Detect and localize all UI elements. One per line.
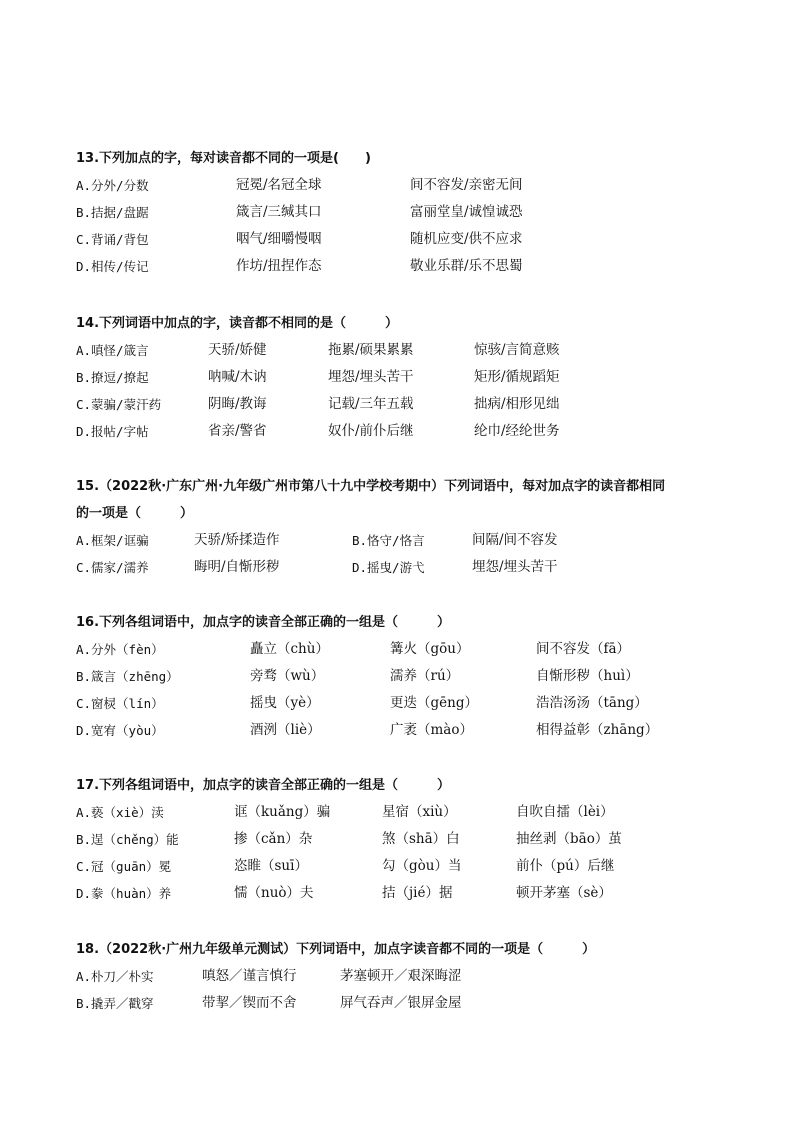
option-row <box>76 990 734 1017</box>
option-cell: 前仆（pú）后继 <box>516 858 615 874</box>
option-row <box>76 253 734 280</box>
option-cell: 旁骛（wù） <box>250 668 325 684</box>
option-row <box>76 172 734 199</box>
option-cell: 间隔/间不容发 <box>472 532 558 548</box>
question-title: 17.下列各组词语中，加点字的读音全部正确的一组是（ ） <box>76 778 451 793</box>
option-cell: 纶巾/经纶世务 <box>474 423 560 439</box>
option-cell: 更迭（gēng） <box>390 695 478 711</box>
question-15 <box>76 473 734 581</box>
option-row <box>76 690 734 717</box>
option-d: D.宽宥（yòu） <box>76 723 164 738</box>
option-a: A.嗔怪/箴言 <box>76 343 149 358</box>
option-row <box>76 880 734 907</box>
option-c: C.儒家/濡养 <box>76 560 149 575</box>
option-cell: 摇曳（yè） <box>250 695 320 711</box>
option-cell: 记载/三年五载 <box>328 396 414 412</box>
option-b: B.撬弄／戳穿 <box>76 996 154 1011</box>
option-row <box>76 963 734 990</box>
option-row <box>76 663 734 690</box>
option-d: D.报帖/字帖 <box>76 424 149 439</box>
option-cell: 茅塞顿开／艰深晦涩 <box>340 968 462 984</box>
option-cell: 富丽堂皇/诚惶诚恐 <box>410 204 523 220</box>
question-title: 16.下列各组词语中，加点字的读音全部正确的一组是（ ） <box>76 615 451 630</box>
option-row <box>76 199 734 226</box>
option-a: A.分外/分数 <box>76 178 149 193</box>
option-cell: 抽丝剥（bāo）茧 <box>516 831 622 847</box>
option-b: B.恪守/恪言 <box>352 533 425 548</box>
option-b: B.逞（chěng）能 <box>76 832 179 847</box>
option-cell: 敬业乐群/乐不思蜀 <box>410 258 523 274</box>
option-cell: 篝火（gōu） <box>390 641 470 657</box>
option-row <box>76 337 734 364</box>
option-cell: 奴仆/前仆后继 <box>328 423 414 439</box>
option-cell: 埋怨/埋头苦干 <box>328 369 414 385</box>
question-title: 14.下列词语中加点的字，读音都不相同的是（ ） <box>76 316 399 331</box>
option-cell: 诓（kuǎng）骗 <box>234 804 331 820</box>
option-cell: 矗立（chù） <box>250 641 329 657</box>
option-cell: 咽气/细嚼慢咽 <box>236 231 322 247</box>
option-row <box>76 226 734 253</box>
option-cell: 嗔怒／谨言慎行 <box>202 968 297 984</box>
option-cell: 相得益彰（zhāng） <box>536 722 659 738</box>
option-cell: 掺（cǎn）杂 <box>234 831 313 847</box>
option-cell: 浩浩汤汤（tāng） <box>536 695 648 711</box>
option-cell: 自惭形秽（huì） <box>536 668 639 684</box>
option-row <box>76 853 734 880</box>
question-title: 18.（2022秋·广州九年级单元测试）下列词语中，加点字读音都不同的一项是（ ） <box>76 942 596 957</box>
option-a: A.框架/诓骗 <box>76 533 149 548</box>
option-a: A.分外（fèn） <box>76 642 164 657</box>
option-b: B.拮据/盘踞 <box>76 205 149 220</box>
option-cell: 间不容发（fā） <box>536 641 631 657</box>
option-row <box>76 527 734 554</box>
question-title-continued: 的一项是（ ） <box>76 506 194 521</box>
question-17 <box>76 772 734 907</box>
option-a: A.亵（xiè）渎 <box>76 805 164 820</box>
option-cell: 拙病/相形见绌 <box>474 396 560 412</box>
option-c: C.冠（guān）冕 <box>76 859 172 874</box>
question-14 <box>76 310 734 445</box>
option-d: D.相传/传记 <box>76 259 149 274</box>
option-cell: 省亲/警省 <box>208 423 267 439</box>
option-cell: 呐喊/木讷 <box>208 369 267 385</box>
option-cell: 矩形/循规蹈矩 <box>474 369 560 385</box>
option-cell: 埋怨/埋头苦干 <box>472 559 558 575</box>
option-d: D.豢（huàn）养 <box>76 886 172 901</box>
option-cell: 作坊/扭捏作态 <box>236 258 322 274</box>
option-c: C.背诵/背包 <box>76 232 149 247</box>
option-row <box>76 418 734 445</box>
option-cell: 箴言/三缄其口 <box>236 204 322 220</box>
question-18 <box>76 936 734 1017</box>
option-cell: 晦明/自惭形秽 <box>194 559 280 575</box>
option-row <box>76 826 734 853</box>
option-cell: 顿开茅塞（sè） <box>516 885 612 901</box>
option-cell: 酒洌（liè） <box>250 722 321 738</box>
option-cell: 天骄/娇健 <box>208 342 267 358</box>
option-cell: 拮（jié）据 <box>382 885 453 901</box>
option-row <box>76 799 734 826</box>
option-b: B.箴言（zhēng） <box>76 669 179 684</box>
option-cell: 间不容发/亲密无间 <box>410 177 523 193</box>
option-row <box>76 717 734 744</box>
option-cell: 懦（nuò）夫 <box>234 885 314 901</box>
option-cell: 随机应变/供不应求 <box>410 231 523 247</box>
option-d: D.摇曳/游弋 <box>352 560 425 575</box>
option-cell: 屏气吞声／银屏金屋 <box>340 995 462 1011</box>
question-13 <box>76 145 734 280</box>
option-cell: 星宿（xiù） <box>382 804 457 820</box>
option-cell: 惊骇/言简意赅 <box>474 342 560 358</box>
option-cell: 阴晦/教诲 <box>208 396 267 412</box>
option-a: A.朴刀／朴实 <box>76 969 154 984</box>
option-c: C.窗棂（lín） <box>76 696 164 711</box>
option-cell: 拖累/硕果累累 <box>328 342 414 358</box>
option-cell: 冠冕/名冠全球 <box>236 177 322 193</box>
option-cell: 勾（gòu）当 <box>382 858 462 874</box>
option-row <box>76 391 734 418</box>
question-16 <box>76 609 734 744</box>
option-cell: 恣睢（suī） <box>234 858 308 874</box>
question-title: 15.（2022秋·广东广州·九年级广州市第八十九中学校考期中）下列词语中，每对加点字的读音都相同 <box>76 479 666 494</box>
option-b: B.撩逗/撩起 <box>76 370 149 385</box>
option-cell: 带挈／锲而不舍 <box>202 995 297 1011</box>
option-c: C.蒙骗/蒙汗药 <box>76 397 162 412</box>
option-cell: 濡养（rú） <box>390 668 460 684</box>
option-cell: 自吹自擂（lèi） <box>516 804 614 820</box>
question-title: 13.下列加点的字，每对读音都不同的一项是( ) <box>76 151 371 166</box>
option-row <box>76 364 734 391</box>
option-row <box>76 636 734 663</box>
option-cell: 广袤（mào） <box>390 722 473 738</box>
option-cell: 煞（shā）白 <box>382 831 460 847</box>
option-row <box>76 554 734 581</box>
option-cell: 天骄/矫揉造作 <box>194 532 280 548</box>
